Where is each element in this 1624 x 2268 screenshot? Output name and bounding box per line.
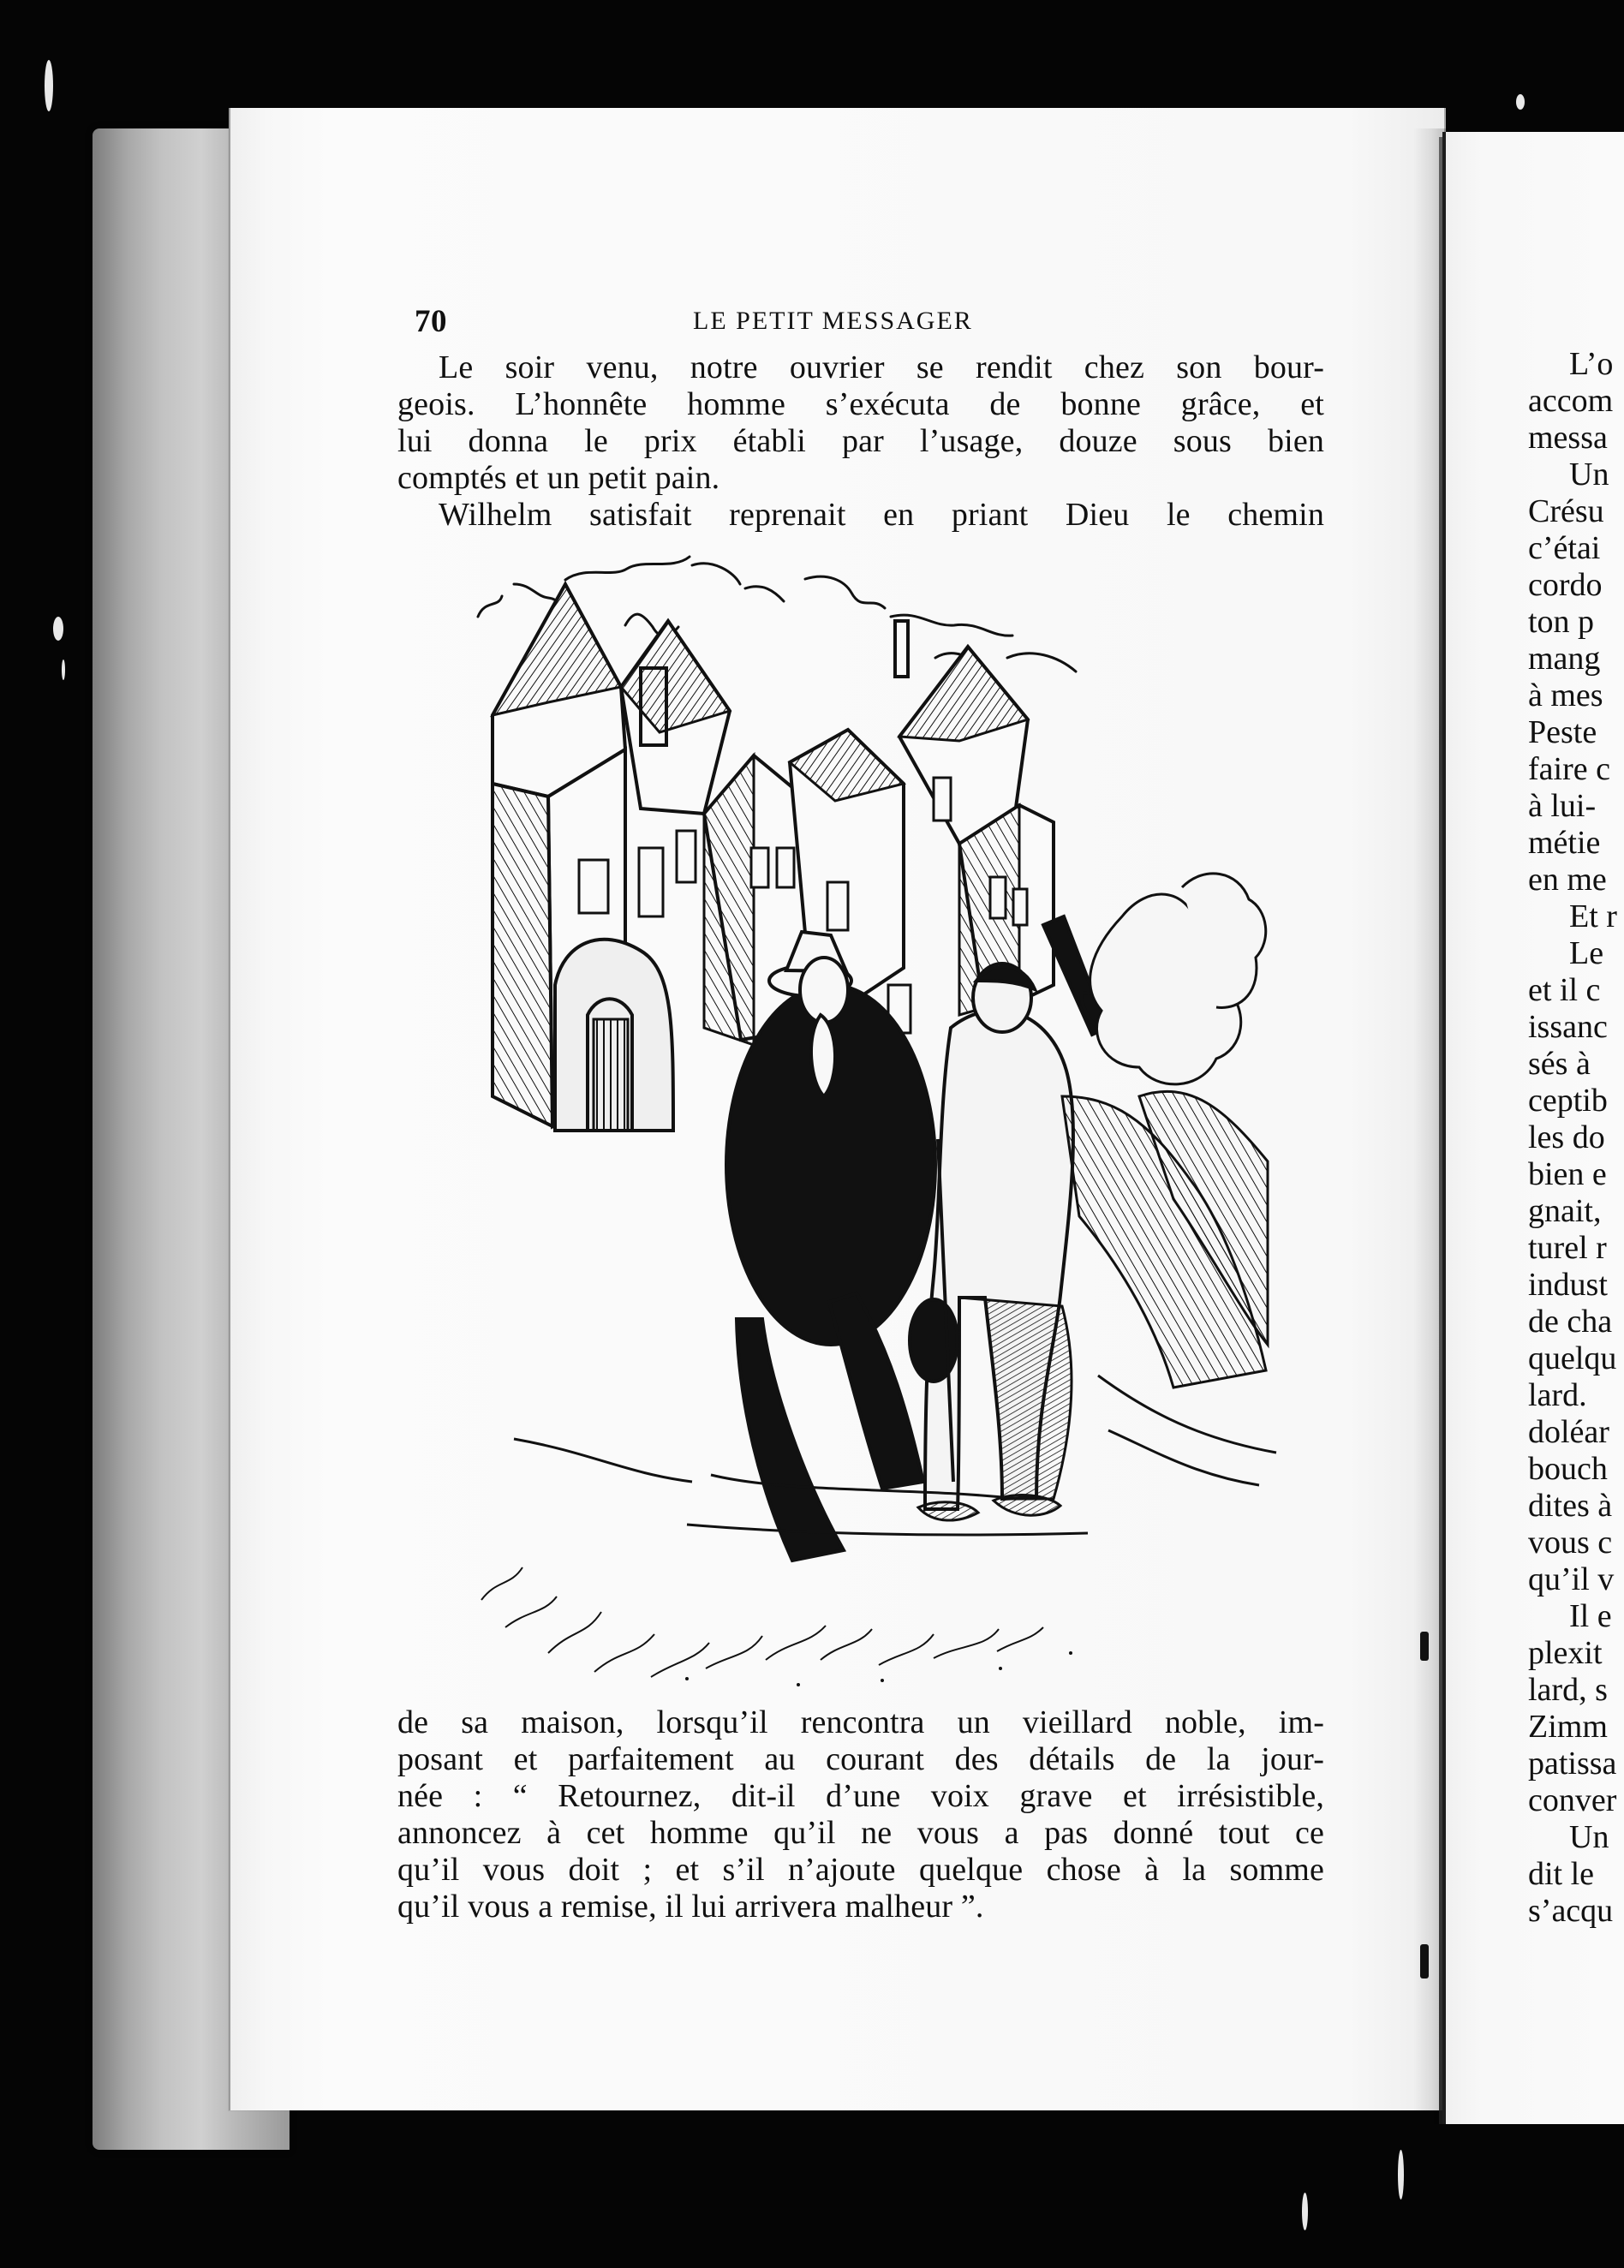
- right-line: turel r: [1528, 1230, 1607, 1266]
- right-line: quelqu: [1528, 1340, 1617, 1376]
- right-line: bien e: [1528, 1156, 1607, 1192]
- right-line: les do: [1528, 1119, 1605, 1155]
- text-line: de sa maison, lorsqu’il rencontra un vieillard noble, im-: [397, 1704, 1324, 1740]
- right-line: plexit: [1528, 1635, 1603, 1671]
- right-line: Un: [1569, 1819, 1609, 1855]
- right-line: sés à: [1528, 1046, 1591, 1082]
- text-line: Wilhelm satisfait reprenait en priant Dieu le chemin: [439, 497, 1324, 533]
- right-line: Il e: [1569, 1598, 1612, 1634]
- right-line: indust: [1528, 1267, 1608, 1303]
- right-line: Peste: [1528, 714, 1597, 750]
- page-mark: [1420, 1632, 1429, 1661]
- text-line: qu’il vous a remise, il lui arrivera malheur ”.: [397, 1889, 984, 1925]
- background-speck: [1398, 2150, 1404, 2199]
- right-line: accom: [1528, 383, 1614, 419]
- right-line: dit le: [1528, 1856, 1595, 1892]
- right-line: gnait,: [1528, 1193, 1602, 1229]
- right-line: vous c: [1528, 1525, 1613, 1561]
- right-line: patissa: [1528, 1746, 1617, 1782]
- right-line: mang: [1528, 641, 1601, 677]
- right-line: métie: [1528, 825, 1601, 861]
- illustration-svg: [403, 548, 1302, 1687]
- running-title: LE PETIT MESSAGER: [693, 307, 973, 335]
- background-speck: [1302, 2193, 1308, 2230]
- text-line: posant et parfaitement au courant des détails de la jour-: [397, 1741, 1324, 1777]
- background-speck: [62, 660, 65, 680]
- right-line: à mes: [1528, 677, 1603, 713]
- right-line: Et r: [1569, 898, 1617, 934]
- page-mark: [1420, 1944, 1429, 1979]
- background-speck: [53, 617, 63, 641]
- right-line: Crésu: [1528, 493, 1604, 529]
- right-line: de cha: [1528, 1304, 1613, 1340]
- right-line: et il c: [1528, 972, 1601, 1008]
- bottom-paragraph: [397, 1704, 1324, 1925]
- right-line: qu’il v: [1528, 1561, 1615, 1597]
- background-speck: [45, 60, 53, 111]
- text-line: née : “ Retournez, dit-il d’une voix grave et irrésistible,: [397, 1778, 1324, 1814]
- right-line: conver: [1528, 1782, 1617, 1818]
- page-header: [415, 303, 1322, 343]
- right-page-text: [1528, 346, 1621, 1930]
- right-line: doléar: [1528, 1414, 1609, 1450]
- right-line: Zimm: [1528, 1709, 1608, 1745]
- text-line: qu’il vous doit ; et s’il n’ajoute quelque chose à la somme: [397, 1852, 1324, 1888]
- text-line: geois. L’honnête homme s’exécuta de bonne grâce, et: [397, 386, 1324, 422]
- right-line: Un: [1569, 457, 1609, 492]
- street-scene-illustration: [403, 548, 1302, 1687]
- right-line: ceptib: [1528, 1083, 1608, 1119]
- text-line: comptés et un petit pain.: [397, 460, 720, 496]
- right-line: faire c: [1528, 751, 1610, 787]
- background-speck: [1516, 94, 1525, 110]
- right-line: c’étai: [1528, 530, 1601, 566]
- right-line: dites à: [1528, 1488, 1613, 1524]
- right-line: lard.: [1528, 1377, 1587, 1413]
- right-line: à lui-: [1528, 788, 1597, 824]
- top-paragraphs: [397, 349, 1324, 534]
- right-line: messa: [1528, 420, 1608, 456]
- right-line: Le: [1569, 935, 1604, 971]
- right-line: L’o: [1569, 346, 1614, 382]
- text-line: lui donna le prix établi par l’usage, douze sous bien: [397, 423, 1324, 459]
- right-line: bouch: [1528, 1451, 1608, 1487]
- right-line: lard, s: [1528, 1672, 1608, 1708]
- right-line: cordo: [1528, 567, 1603, 603]
- right-line: ton p: [1528, 604, 1595, 640]
- right-line: issanc: [1528, 1009, 1608, 1045]
- right-line: en me: [1528, 862, 1607, 898]
- text-line: annoncez à cet homme qu’il ne vous a pas donné tout ce: [397, 1815, 1324, 1851]
- text-line: Le soir venu, notre ouvrier se rendit chez son bour-: [439, 349, 1324, 385]
- page-number: 70: [415, 304, 447, 339]
- right-line: s’acqu: [1528, 1893, 1614, 1929]
